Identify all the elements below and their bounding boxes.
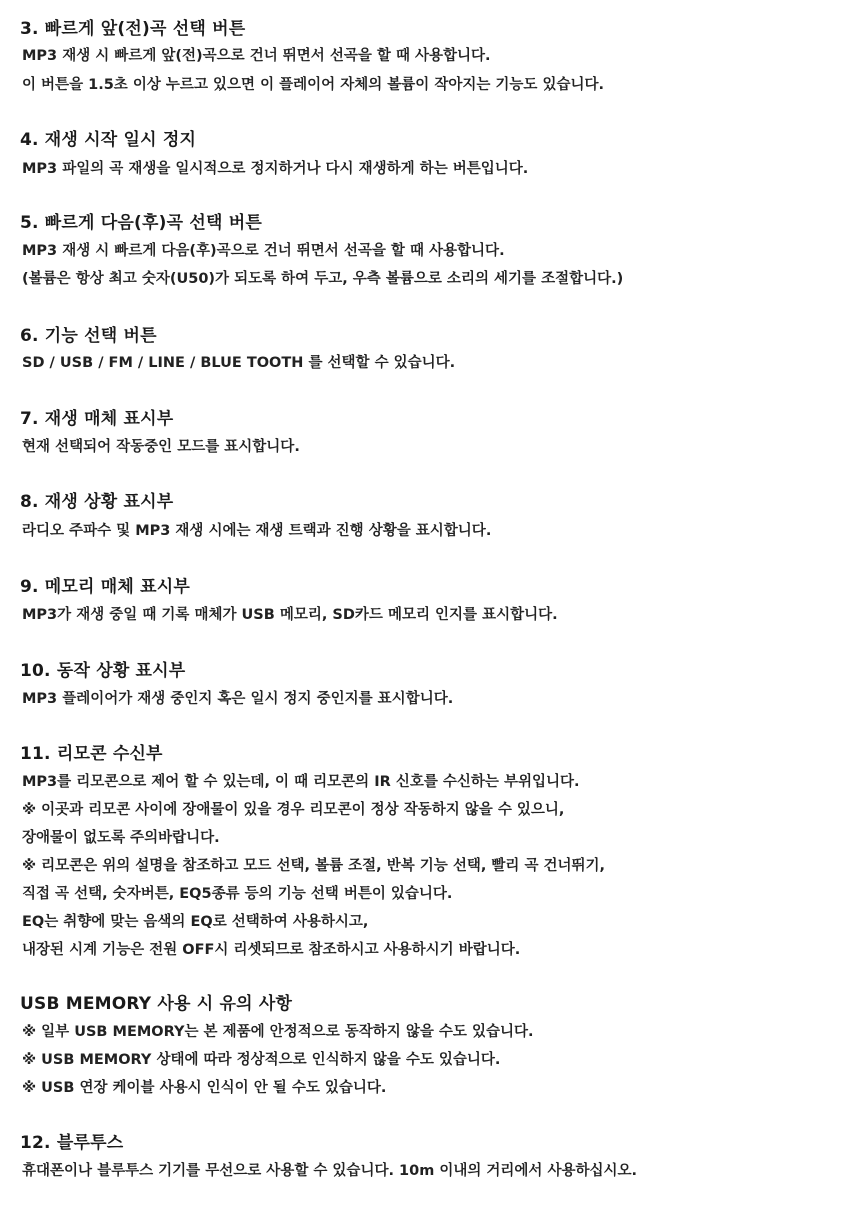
section-heading: 6. 기능 선택 버튼 — [20, 326, 157, 346]
section-text-line: 현재 선택되어 작동중인 모드를 표시합니다. — [22, 439, 300, 455]
section-text-line: 장애물이 없도록 주의바랍니다. — [22, 830, 220, 846]
section-heading: 7. 재생 매체 표시부 — [20, 409, 174, 429]
section-text-line: MP3 재생 시 빠르게 앞(전)곡으로 건너 뛰면서 선곡을 할 때 사용합니다. — [22, 48, 491, 64]
section-text-line: MP3 재생 시 빠르게 다음(후)곡으로 건너 뛰면서 선곡을 할 때 사용합니다. — [22, 243, 505, 259]
section-text-line: 직접 곡 선택, 숫자버튼, EQ5종류 등의 기능 선택 버튼이 있습니다. — [22, 886, 453, 902]
section-text-line: MP3가 재생 중일 때 기록 매체가 USB 메모리, SD카드 메모리 인지를 표시합니다. — [22, 607, 558, 623]
section-text-line: 내장된 시계 기능은 전원 OFF시 리셋되므로 참조하시고 사용하시기 바랍니다. — [22, 942, 521, 958]
section-heading: 8. 재생 상황 표시부 — [20, 492, 174, 512]
section-text-line: 라디오 주파수 및 MP3 재생 시에는 재생 트랙과 진행 상황을 표시합니다. — [22, 523, 492, 539]
section-heading: 9. 메모리 매체 표시부 — [20, 577, 191, 597]
section-text-line: ※ 리모콘은 위의 설명을 참조하고 모드 선택, 볼륨 조절, 반복 기능 선택, 빨리 곡 건너뛰기, — [22, 858, 606, 874]
section-text-line: MP3를 리모콘으로 제어 할 수 있는데, 이 때 리모콘의 IR 신호를 수신하는 부위입니다. — [22, 774, 580, 790]
section-heading: 4. 재생 시작 일시 정지 — [20, 130, 197, 150]
section-heading: 10. 동작 상황 표시부 — [20, 661, 186, 681]
section-heading: 3. 빠르게 앞(전)곡 선택 버튼 — [20, 19, 246, 39]
section-heading: 11. 리모콘 수신부 — [20, 744, 163, 764]
section-text-line: MP3 플레이어가 재생 중인지 혹은 일시 정지 중인지를 표시합니다. — [22, 691, 454, 707]
section-text-line: ※ USB 연장 케이블 사용시 인식이 안 될 수도 있습니다. — [22, 1080, 387, 1096]
section-text-line: ※ 이곳과 리모콘 사이에 장애물이 있을 경우 리모콘이 정상 작동하지 않을 수 있으니, — [22, 802, 565, 818]
section-text-line: ※ USB MEMORY 상태에 따라 정상적으로 인식하지 않을 수도 있습니다. — [22, 1052, 501, 1068]
section-text-line: (볼륨은 항상 최고 숫자(U50)가 되도록 하여 두고, 우측 볼륨으로 소리의 세기를 조절합니다.) — [22, 271, 624, 287]
section-heading: 5. 빠르게 다음(후)곡 선택 버튼 — [20, 213, 262, 233]
section-text-line: 휴대폰이나 블루투스 기기를 무선으로 사용할 수 있습니다. 10m 이내의 거리에서 사용하십시오. — [22, 1163, 638, 1179]
section-text-line: ※ 일부 USB MEMORY는 본 제품에 안정적으로 동작하지 않을 수도 있습니다. — [22, 1024, 534, 1040]
section-text-line: EQ는 취향에 맞는 음색의 EQ로 선택하여 사용하시고, — [22, 914, 369, 930]
section-text-line: MP3 파일의 곡 재생을 일시적으로 정지하거나 다시 재생하게 하는 버튼입니다. — [22, 161, 529, 177]
section-heading: USB MEMORY 사용 시 유의 사항 — [20, 994, 293, 1014]
section-text-line: SD / USB / FM / LINE / BLUE TOOTH 를 선택할 수 있습니다. — [22, 355, 456, 371]
section-text-line: 이 버튼을 1.5초 이상 누르고 있으면 이 플레이어 자체의 볼륨이 작아지는 기능도 있습니다. — [22, 77, 605, 93]
section-heading: 12. 블루투스 — [20, 1133, 124, 1153]
